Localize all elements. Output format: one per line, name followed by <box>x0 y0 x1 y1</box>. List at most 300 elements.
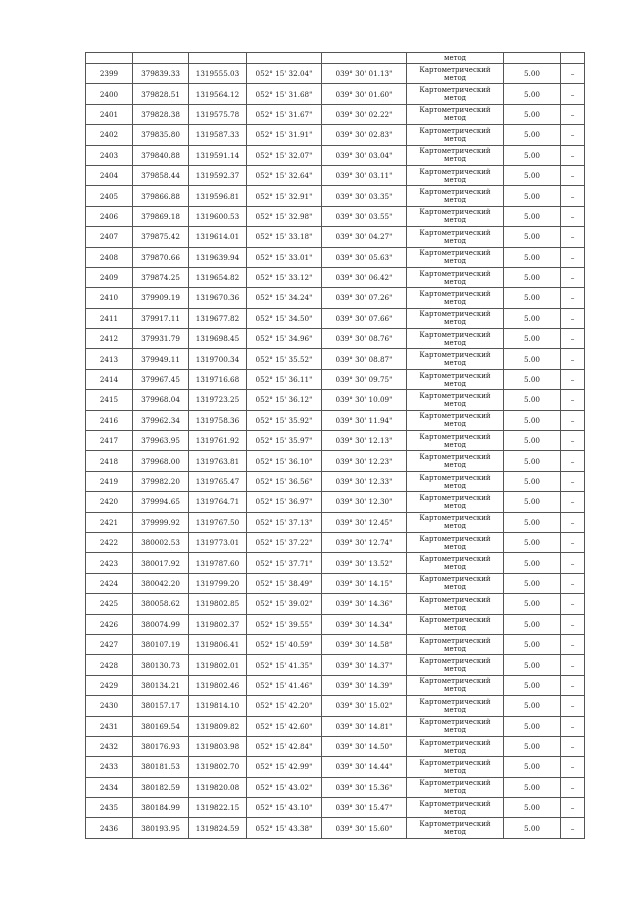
table-row <box>86 512 585 532</box>
precision-cell: 5.00 <box>504 84 561 104</box>
coord-y-cell: 1319591.14 <box>189 145 247 165</box>
table-row <box>86 64 585 84</box>
table-row <box>86 369 585 389</box>
longitude-cell: 039° 30' 14.37" <box>322 655 407 675</box>
coord-x-cell: 380184.99 <box>133 798 189 818</box>
method-cell <box>407 532 504 552</box>
method-line-2: метод <box>444 461 466 470</box>
point-number-cell: 2404 <box>86 165 133 185</box>
method-line-1: Картометрический <box>419 391 491 400</box>
precision-cell: 5.00 <box>504 512 561 532</box>
method-line-1: Картометрический <box>419 65 491 74</box>
method-cell <box>407 736 504 756</box>
latitude-cell: 052° 15' 37.71" <box>247 553 322 573</box>
point-number-cell: 2435 <box>86 798 133 818</box>
dash-cell: – <box>561 696 585 716</box>
table-row <box>86 798 585 818</box>
continued-row <box>86 53 585 64</box>
dash-cell: – <box>561 64 585 84</box>
method-line-1: Картометрический <box>419 310 491 319</box>
coord-x-cell: 380169.54 <box>133 716 189 736</box>
table-row <box>86 492 585 512</box>
method-line-1: Картометрический <box>419 820 491 829</box>
coord-x-cell: 379870.66 <box>133 247 189 267</box>
precision-cell: 5.00 <box>504 104 561 124</box>
dash-cell: – <box>561 308 585 328</box>
method-line-1: Картометрический <box>419 677 491 686</box>
coord-x-cell: 379909.19 <box>133 288 189 308</box>
latitude-cell: 052° 15' 36.12" <box>247 390 322 410</box>
method-line-2: метод <box>444 807 466 816</box>
table-row <box>86 349 585 369</box>
dash-cell: – <box>561 553 585 573</box>
table-row <box>86 777 585 797</box>
longitude-cell: 039° 30' 14.44" <box>322 757 407 777</box>
method-cell <box>407 410 504 430</box>
point-number-cell: 2405 <box>86 186 133 206</box>
method-cell <box>407 614 504 634</box>
point-number-cell: 2423 <box>86 553 133 573</box>
method-cell <box>407 451 504 471</box>
coord-y-cell: 1319564.12 <box>189 84 247 104</box>
coord-y-cell: 1319802.46 <box>189 675 247 695</box>
point-number-cell: 2414 <box>86 369 133 389</box>
point-number-cell: 2417 <box>86 431 133 451</box>
method-line-2: метод <box>444 665 466 674</box>
dash-cell: – <box>561 329 585 349</box>
latitude-cell: 052° 15' 35.97" <box>247 431 322 451</box>
method-line-1: Картометрический <box>419 779 491 788</box>
method-cell <box>407 634 504 654</box>
longitude-cell: 039° 30' 15.02" <box>322 696 407 716</box>
coord-x-cell: 380107.19 <box>133 634 189 654</box>
table-row <box>86 675 585 695</box>
coord-y-cell: 1319600.53 <box>189 206 247 226</box>
latitude-cell: 052° 15' 34.24" <box>247 288 322 308</box>
coord-x-cell: 379968.04 <box>133 390 189 410</box>
precision-cell: 5.00 <box>504 594 561 614</box>
dash-cell: – <box>561 206 585 226</box>
table-row <box>86 227 585 247</box>
latitude-cell: 052° 15' 32.91" <box>247 186 322 206</box>
precision-cell: 5.00 <box>504 655 561 675</box>
coord-x-cell: 379869.18 <box>133 206 189 226</box>
latitude-cell: 052° 15' 37.22" <box>247 532 322 552</box>
coord-x-cell: 380182.59 <box>133 777 189 797</box>
coord-y-cell: 1319802.85 <box>189 594 247 614</box>
point-number-cell: 2419 <box>86 471 133 491</box>
coord-x-cell: 380181.53 <box>133 757 189 777</box>
precision-cell: 5.00 <box>504 431 561 451</box>
coord-x-cell: 379840.88 <box>133 145 189 165</box>
latitude-cell: 052° 15' 39.55" <box>247 614 322 634</box>
coord-x-cell: 379917.11 <box>133 308 189 328</box>
precision-cell: 5.00 <box>504 390 561 410</box>
dash-cell: – <box>561 675 585 695</box>
coord-y-cell: 1319761.92 <box>189 431 247 451</box>
dash-cell: – <box>561 736 585 756</box>
coord-x-cell: 379874.25 <box>133 267 189 287</box>
method-line-1: Картометрический <box>419 86 491 95</box>
longitude-cell: 039° 30' 01.13" <box>322 64 407 84</box>
latitude-cell: 052° 15' 41.35" <box>247 655 322 675</box>
table-row <box>86 532 585 552</box>
dash-cell: – <box>561 451 585 471</box>
method-cell <box>407 492 504 512</box>
method-line-1: Картометрический <box>419 473 491 482</box>
longitude-cell: 039° 30' 12.45" <box>322 512 407 532</box>
method-line-2: метод <box>444 318 466 327</box>
latitude-cell: 052° 15' 43.10" <box>247 798 322 818</box>
coordinates-table <box>85 52 585 839</box>
method-line-2: метод <box>444 257 466 266</box>
method-line-1: Картометрический <box>419 330 491 339</box>
method-line-2: метод <box>444 73 466 82</box>
coord-x-cell: 380058.62 <box>133 594 189 614</box>
method-line-1: Картометрический <box>419 738 491 747</box>
longitude-cell: 039° 30' 14.34" <box>322 614 407 634</box>
method-cell <box>407 696 504 716</box>
method-line-2: метод <box>444 236 466 245</box>
method-line-1: Картометрический <box>419 249 491 258</box>
point-number-cell: 2402 <box>86 125 133 145</box>
coord-x-cell: 379968.00 <box>133 451 189 471</box>
coord-x-cell: 380130.73 <box>133 655 189 675</box>
coord-y-cell: 1319802.37 <box>189 614 247 634</box>
longitude-cell: 039° 30' 07.26" <box>322 288 407 308</box>
precision-cell: 5.00 <box>504 329 561 349</box>
method-line-2: метод <box>444 705 466 714</box>
method-line-1: Картометрический <box>419 453 491 462</box>
coord-y-cell: 1319614.01 <box>189 227 247 247</box>
dash-cell: – <box>561 410 585 430</box>
latitude-cell: 052° 15' 31.67" <box>247 104 322 124</box>
coord-y-cell: 1319575.78 <box>189 104 247 124</box>
method-cell <box>407 125 504 145</box>
coord-x-cell: 379963.95 <box>133 431 189 451</box>
point-number-cell: 2415 <box>86 390 133 410</box>
table-row <box>86 390 585 410</box>
dash-cell: – <box>561 573 585 593</box>
precision-cell: 5.00 <box>504 736 561 756</box>
coord-y-cell: 1319654.82 <box>189 267 247 287</box>
dash-cell: – <box>561 431 585 451</box>
coord-y-cell: 1319820.08 <box>189 777 247 797</box>
method-line-1: Картометрический <box>419 575 491 584</box>
coord-y-cell: 1319596.81 <box>189 186 247 206</box>
point-number-cell: 2418 <box>86 451 133 471</box>
table-row <box>86 614 585 634</box>
latitude-cell: 052° 15' 36.10" <box>247 451 322 471</box>
table-row <box>86 308 585 328</box>
precision-cell: 5.00 <box>504 369 561 389</box>
precision-cell: 5.00 <box>504 757 561 777</box>
latitude-cell: 052° 15' 32.04" <box>247 64 322 84</box>
coord-x-cell: 380042.20 <box>133 573 189 593</box>
method-line-1: Картометрический <box>419 636 491 645</box>
longitude-cell: 039° 30' 04.27" <box>322 227 407 247</box>
coord-x-cell: 379931.79 <box>133 329 189 349</box>
coord-x-cell: 380134.21 <box>133 675 189 695</box>
method-line-2: метод <box>444 481 466 490</box>
point-number-cell: 2427 <box>86 634 133 654</box>
table-body <box>86 53 585 839</box>
precision-cell: 5.00 <box>504 553 561 573</box>
precision-cell: 5.00 <box>504 492 561 512</box>
method-cell <box>407 431 504 451</box>
method-line-2: метод <box>444 155 466 164</box>
coord-y-cell: 1319716.68 <box>189 369 247 389</box>
longitude-cell: 039° 30' 07.66" <box>322 308 407 328</box>
method-line-2: метод <box>444 196 466 205</box>
coord-y-cell: 1319773.01 <box>189 532 247 552</box>
method-line-1: Картометрический <box>419 616 491 625</box>
method-line-2: метод <box>444 542 466 551</box>
method-cell <box>407 84 504 104</box>
latitude-cell: 052° 15' 43.38" <box>247 818 322 838</box>
method-cell <box>407 247 504 267</box>
method-cell <box>407 798 504 818</box>
coord-y-cell: 1319822.15 <box>189 798 247 818</box>
method-line-2: метод <box>444 603 466 612</box>
method-line-2: метод <box>444 420 466 429</box>
dash-cell: – <box>561 818 585 838</box>
coord-y-cell: 1319723.25 <box>189 390 247 410</box>
latitude-cell: 052° 15' 35.52" <box>247 349 322 369</box>
method-line-1: Картометрический <box>419 106 491 115</box>
point-number-cell: 2430 <box>86 696 133 716</box>
table-row <box>86 125 585 145</box>
coord-x-cell: 379949.11 <box>133 349 189 369</box>
method-line-1: Картометрический <box>419 188 491 197</box>
dash-cell: – <box>561 125 585 145</box>
coord-y-cell: 1319803.98 <box>189 736 247 756</box>
dash-cell: – <box>561 84 585 104</box>
coord-x-cell: 380157.17 <box>133 696 189 716</box>
method-line-1: Картометрический <box>419 758 491 767</box>
method-cell <box>407 471 504 491</box>
coord-y-cell: 1319698.45 <box>189 329 247 349</box>
coord-x-cell: 379999.92 <box>133 512 189 532</box>
latitude-cell: 052° 15' 39.02" <box>247 594 322 614</box>
table-row <box>86 329 585 349</box>
point-number-cell: 2413 <box>86 349 133 369</box>
dash-cell: – <box>561 512 585 532</box>
dash-cell: – <box>561 471 585 491</box>
coord-y-cell: 1319592.37 <box>189 165 247 185</box>
precision-cell: 5.00 <box>504 349 561 369</box>
method-line-1: Картометрический <box>419 432 491 441</box>
method-line-1: Картометрический <box>419 657 491 666</box>
coord-x-cell: 380193.95 <box>133 818 189 838</box>
method-cell <box>407 553 504 573</box>
coord-y-cell: 1319802.01 <box>189 655 247 675</box>
longitude-cell: 039° 30' 03.04" <box>322 145 407 165</box>
precision-cell: 5.00 <box>504 125 561 145</box>
dash-cell: – <box>561 634 585 654</box>
table-row <box>86 431 585 451</box>
precision-cell: 5.00 <box>504 247 561 267</box>
point-number-cell: 2436 <box>86 818 133 838</box>
latitude-cell: 052° 15' 36.56" <box>247 471 322 491</box>
longitude-cell: 039° 30' 06.42" <box>322 267 407 287</box>
precision-cell: 5.00 <box>504 410 561 430</box>
latitude-cell: 052° 15' 32.07" <box>247 145 322 165</box>
point-number-cell: 2434 <box>86 777 133 797</box>
method-cell <box>407 104 504 124</box>
method-cell <box>407 594 504 614</box>
method-line-2: метод <box>444 114 466 123</box>
point-number-cell: 2433 <box>86 757 133 777</box>
point-number-cell: 2420 <box>86 492 133 512</box>
method-line-2: метод <box>444 297 466 306</box>
coord-x-cell: 379875.42 <box>133 227 189 247</box>
method-cell <box>407 165 504 185</box>
longitude-cell: 039° 30' 10.09" <box>322 390 407 410</box>
longitude-cell: 039° 30' 08.76" <box>322 329 407 349</box>
longitude-cell: 039° 30' 01.60" <box>322 84 407 104</box>
latitude-cell: 052° 15' 34.96" <box>247 329 322 349</box>
method-line-2: метод <box>444 828 466 837</box>
method-line-2: метод <box>444 624 466 633</box>
table-row <box>86 165 585 185</box>
latitude-cell: 052° 15' 38.49" <box>247 573 322 593</box>
method-line-2: метод <box>444 379 466 388</box>
method-line-2: метод <box>444 563 466 572</box>
latitude-cell: 052° 15' 32.64" <box>247 165 322 185</box>
dash-cell: – <box>561 288 585 308</box>
dash-cell: – <box>561 390 585 410</box>
method-line-2: метод <box>444 359 466 368</box>
coord-y-cell: 1319799.20 <box>189 573 247 593</box>
precision-cell: 5.00 <box>504 471 561 491</box>
longitude-cell: 039° 30' 14.58" <box>322 634 407 654</box>
coord-y-cell: 1319670.36 <box>189 288 247 308</box>
longitude-cell: 039° 30' 08.87" <box>322 349 407 369</box>
coord-x-cell: 379835.80 <box>133 125 189 145</box>
table-row <box>86 288 585 308</box>
coord-y-cell: 1319764.71 <box>189 492 247 512</box>
coord-y-cell: 1319802.70 <box>189 757 247 777</box>
method-line-2: метод <box>444 338 466 347</box>
method-line-2: метод <box>444 94 466 103</box>
table-row <box>86 716 585 736</box>
longitude-cell: 039° 30' 02.83" <box>322 125 407 145</box>
precision-cell: 5.00 <box>504 675 561 695</box>
method-line-1: Картометрический <box>419 167 491 176</box>
coord-x-cell: 379967.45 <box>133 369 189 389</box>
table-row <box>86 655 585 675</box>
point-number-cell: 2401 <box>86 104 133 124</box>
method-cell <box>407 145 504 165</box>
longitude-cell: 039° 30' 03.11" <box>322 165 407 185</box>
dash-cell: – <box>561 716 585 736</box>
method-line-1: Картометрический <box>419 799 491 808</box>
method-line-1: Картометрический <box>419 228 491 237</box>
precision-cell: 5.00 <box>504 798 561 818</box>
latitude-cell: 052° 15' 37.13" <box>247 512 322 532</box>
coord-y-cell: 1319763.81 <box>189 451 247 471</box>
precision-cell: 5.00 <box>504 227 561 247</box>
table-row <box>86 145 585 165</box>
longitude-cell: 039° 30' 02.22" <box>322 104 407 124</box>
point-number-cell: 2416 <box>86 410 133 430</box>
precision-cell: 5.00 <box>504 532 561 552</box>
method-line-1: Картометрический <box>419 412 491 421</box>
precision-cell: 5.00 <box>504 165 561 185</box>
method-cell <box>407 777 504 797</box>
table-row <box>86 267 585 287</box>
point-number-cell: 2403 <box>86 145 133 165</box>
method-line-2: метод <box>444 399 466 408</box>
method-cell <box>407 267 504 287</box>
method-line-1: Картометрический <box>419 147 491 156</box>
dash-cell: – <box>561 777 585 797</box>
method-line-2: метод <box>444 277 466 286</box>
point-number-cell: 2400 <box>86 84 133 104</box>
method-cell <box>407 206 504 226</box>
precision-cell: 5.00 <box>504 288 561 308</box>
dash-cell: – <box>561 349 585 369</box>
point-number-cell: 2424 <box>86 573 133 593</box>
point-number-cell: 2412 <box>86 329 133 349</box>
coord-y-cell: 1319639.94 <box>189 247 247 267</box>
precision-cell: 5.00 <box>504 308 561 328</box>
coord-y-cell: 1319767.50 <box>189 512 247 532</box>
table-row <box>86 247 585 267</box>
method-line-1: Картометрический <box>419 718 491 727</box>
longitude-cell: 039° 30' 14.50" <box>322 736 407 756</box>
point-number-cell: 2426 <box>86 614 133 634</box>
method-cell <box>407 716 504 736</box>
method-line-1: Картометрический <box>419 351 491 360</box>
point-number-cell: 2431 <box>86 716 133 736</box>
method-cell <box>407 349 504 369</box>
precision-cell: 5.00 <box>504 64 561 84</box>
method-line-1: Картометрический <box>419 126 491 135</box>
latitude-cell: 052° 15' 41.46" <box>247 675 322 695</box>
method-cell <box>407 818 504 838</box>
coord-y-cell: 1319814.10 <box>189 696 247 716</box>
longitude-cell: 039° 30' 03.55" <box>322 206 407 226</box>
coord-y-cell: 1319587.33 <box>189 125 247 145</box>
precision-cell: 5.00 <box>504 573 561 593</box>
dash-cell: – <box>561 267 585 287</box>
table-row <box>86 471 585 491</box>
latitude-cell: 052° 15' 33.01" <box>247 247 322 267</box>
method-cell <box>407 675 504 695</box>
coord-x-cell: 379828.51 <box>133 84 189 104</box>
precision-cell: 5.00 <box>504 716 561 736</box>
method-line-1: Картометрический <box>419 289 491 298</box>
point-number-cell: 2410 <box>86 288 133 308</box>
longitude-cell: 039° 30' 14.39" <box>322 675 407 695</box>
precision-cell: 5.00 <box>504 614 561 634</box>
point-number-cell: 2399 <box>86 64 133 84</box>
table-row <box>86 594 585 614</box>
point-number-cell: 2406 <box>86 206 133 226</box>
dash-cell: – <box>561 227 585 247</box>
latitude-cell: 052° 15' 42.99" <box>247 757 322 777</box>
latitude-cell: 052° 15' 40.59" <box>247 634 322 654</box>
latitude-cell: 052° 15' 34.50" <box>247 308 322 328</box>
coord-y-cell: 1319824.59 <box>189 818 247 838</box>
coord-x-cell: 380074.99 <box>133 614 189 634</box>
coord-y-cell: 1319806.41 <box>189 634 247 654</box>
longitude-cell: 039° 30' 12.30" <box>322 492 407 512</box>
method-line-2: метод <box>444 685 466 694</box>
method-line-1: Картометрический <box>419 269 491 278</box>
